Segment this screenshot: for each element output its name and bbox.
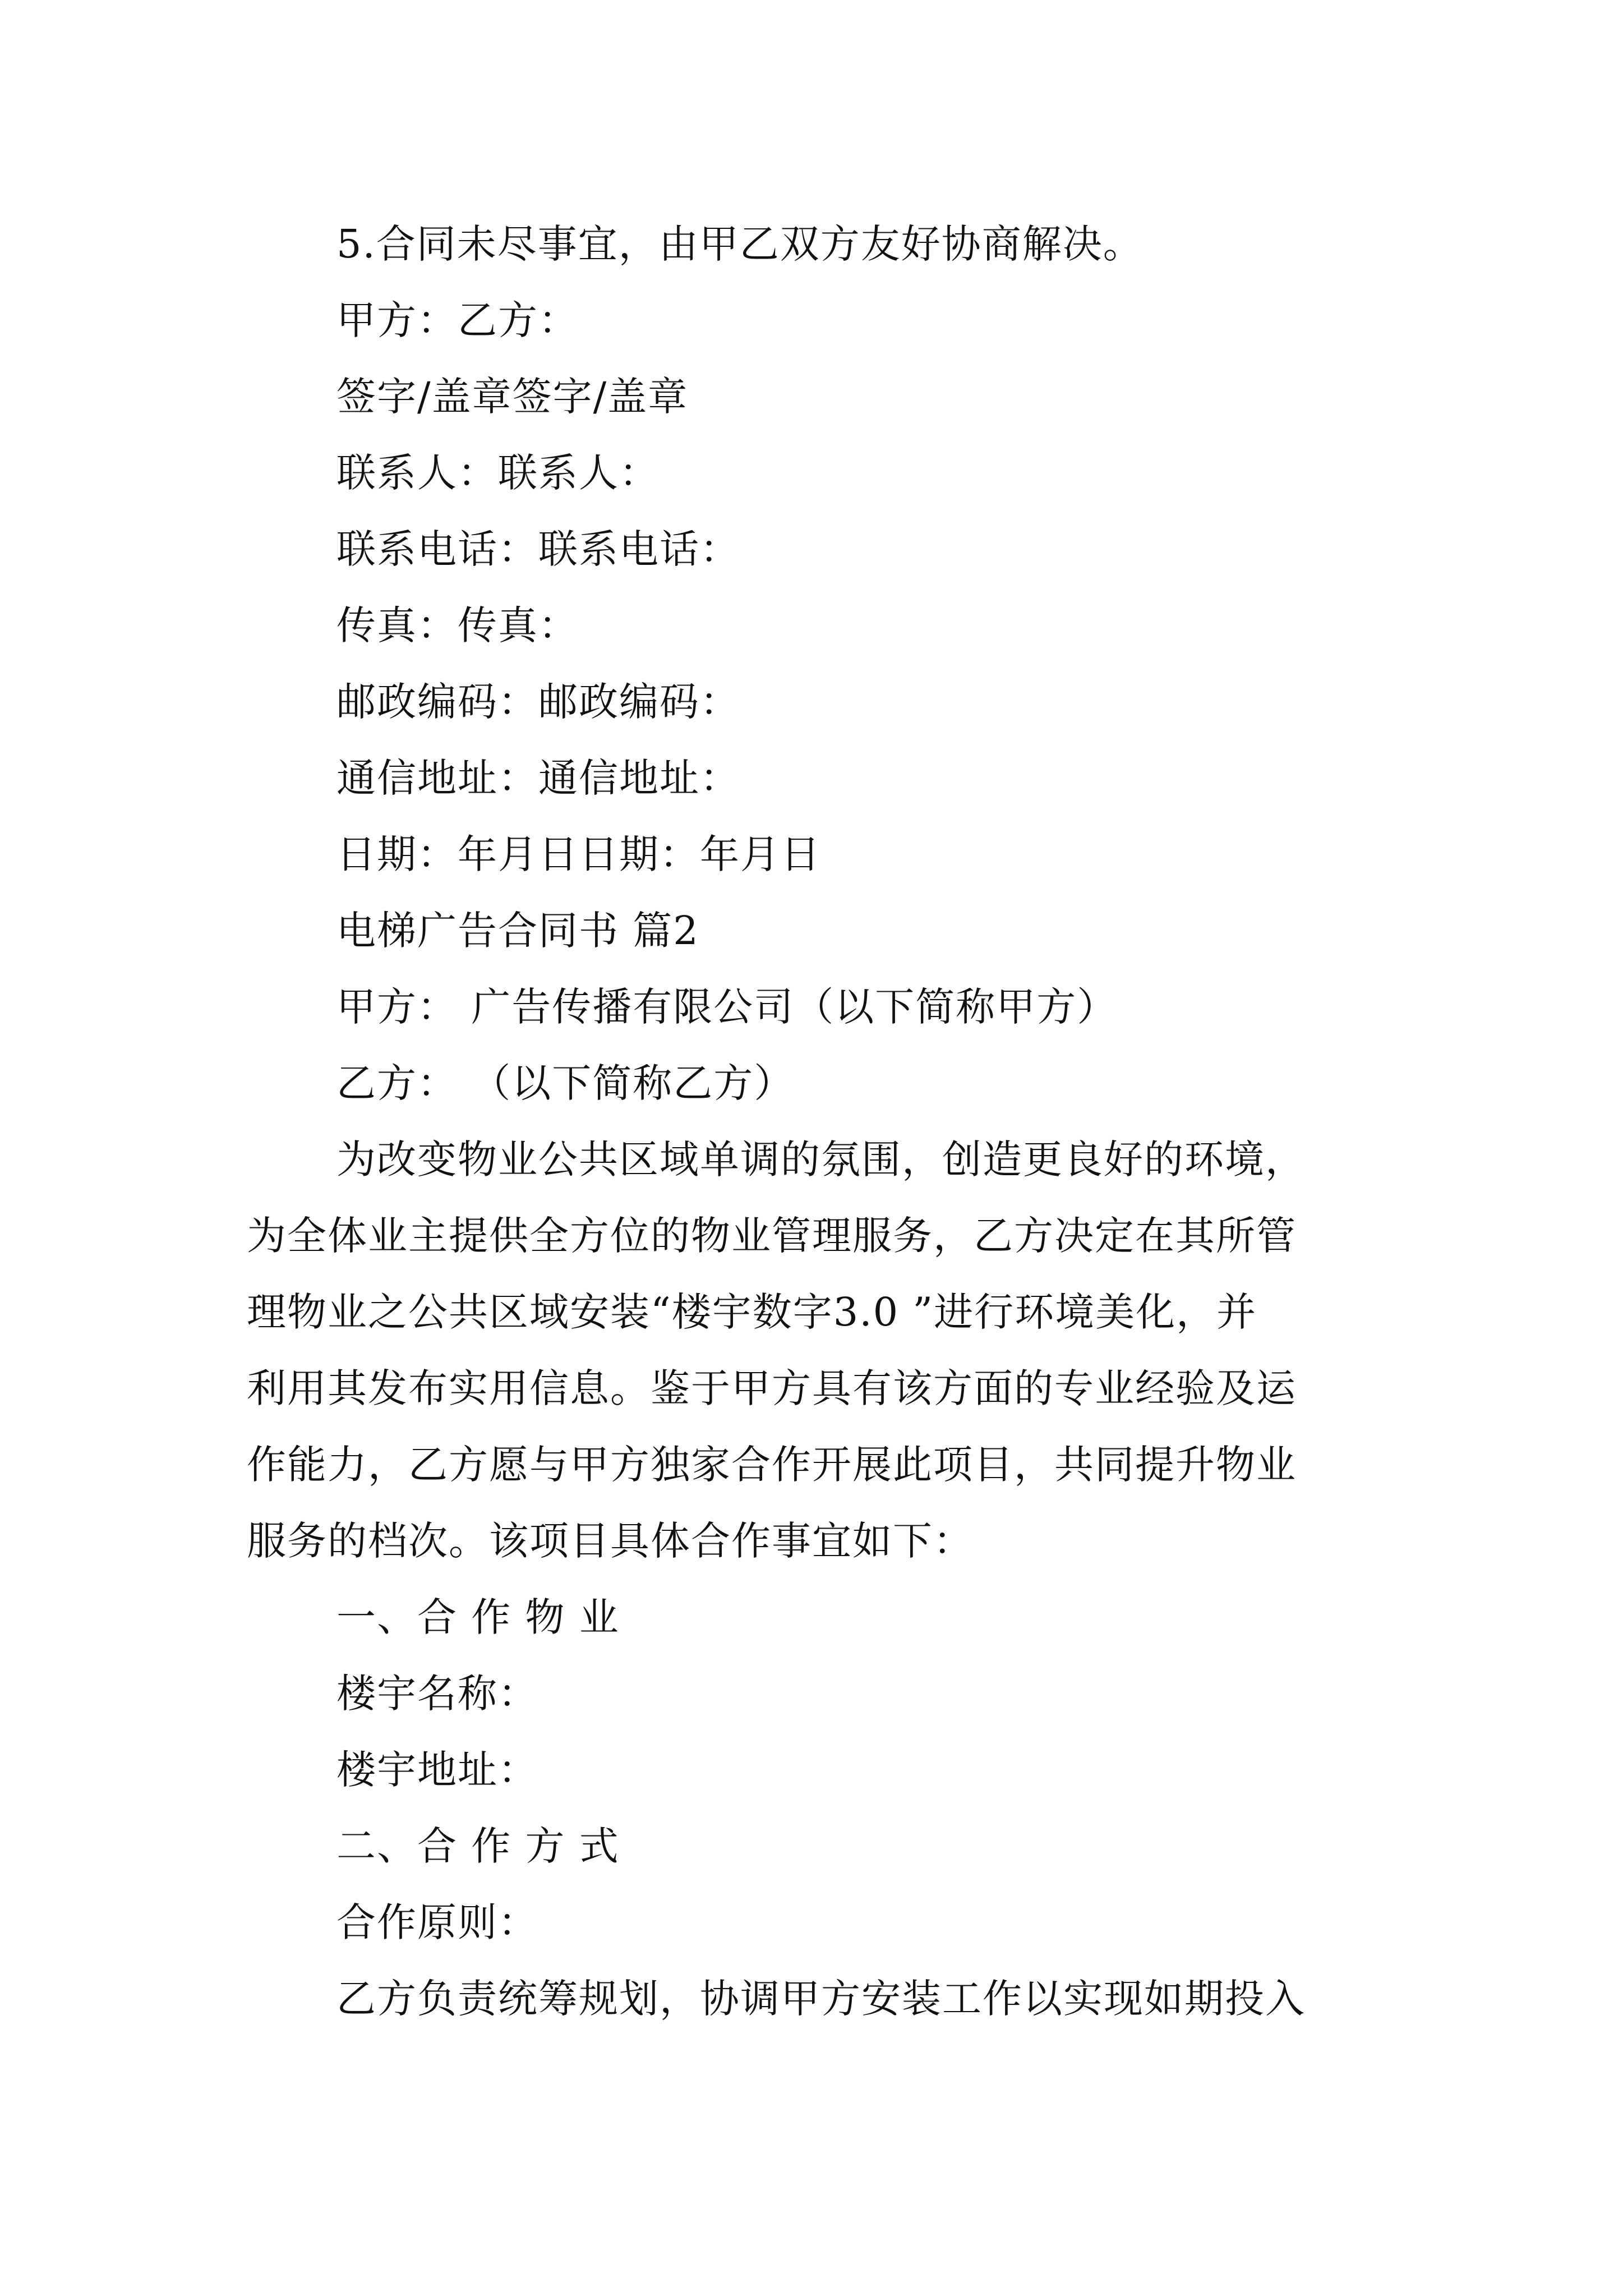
party-labels: 甲方：乙方： <box>336 297 579 343</box>
postal-code-labels: 邮政编码：邮政编码： <box>336 679 740 725</box>
intro-paragraph-line: 为改变物业公共区域单调的氛围，创造更良好的环境， <box>336 1137 1306 1182</box>
heading-cooperation-property: 一、合 作 物 业 <box>336 1594 620 1640</box>
principle-text-line: 乙方负责统筹规划，协调甲方安装工作以实现如期投入 <box>336 1976 1306 2022</box>
fax-labels: 传真：传真： <box>336 602 579 648</box>
cooperation-principle-label: 合作原则： <box>336 1899 538 1945</box>
intro-paragraph-line: 作能力，乙方愿与甲方独家合作开展此项目，共同提升物业 <box>247 1442 1297 1488</box>
intro-paragraph-line: 为全体业主提供全方位的物业管理服务，乙方决定在其所管 <box>247 1213 1297 1259</box>
party-a-line: 甲方： 广告传播有限公司（以下简称甲方） <box>336 984 1118 1030</box>
intro-paragraph-line: 服务的档次。该项目具体合作事宜如下： <box>247 1518 974 1564</box>
intro-paragraph-line: 理物业之公共区域安装“楼宇数字3.0 ”进行环境美化，并 <box>247 1289 1257 1335</box>
date-labels: 日期：年月日日期：年月日 <box>336 831 821 877</box>
contract-clause-5: 5.合同未尽事宜，由甲乙双方友好协商解决。 <box>336 221 1144 267</box>
address-labels: 通信地址：通信地址： <box>336 755 740 801</box>
building-name-label: 楼宇名称： <box>336 1671 538 1717</box>
signature-labels: 签字/盖章签字/盖章 <box>336 374 689 420</box>
section-title: 电梯广告合同书 篇2 <box>336 908 699 954</box>
contact-phone-labels: 联系电话：联系电话： <box>336 526 740 572</box>
contact-person-labels: 联系人：联系人： <box>336 450 660 496</box>
building-address-label: 楼宇地址： <box>336 1747 538 1793</box>
party-b-line: 乙方： （以下简称乙方） <box>336 1060 795 1106</box>
heading-cooperation-method: 二、合 作 方 式 <box>336 1823 620 1869</box>
intro-paragraph-line: 利用其发布实用信息。鉴于甲方具有该方面的专业经验及运 <box>247 1365 1297 1411</box>
